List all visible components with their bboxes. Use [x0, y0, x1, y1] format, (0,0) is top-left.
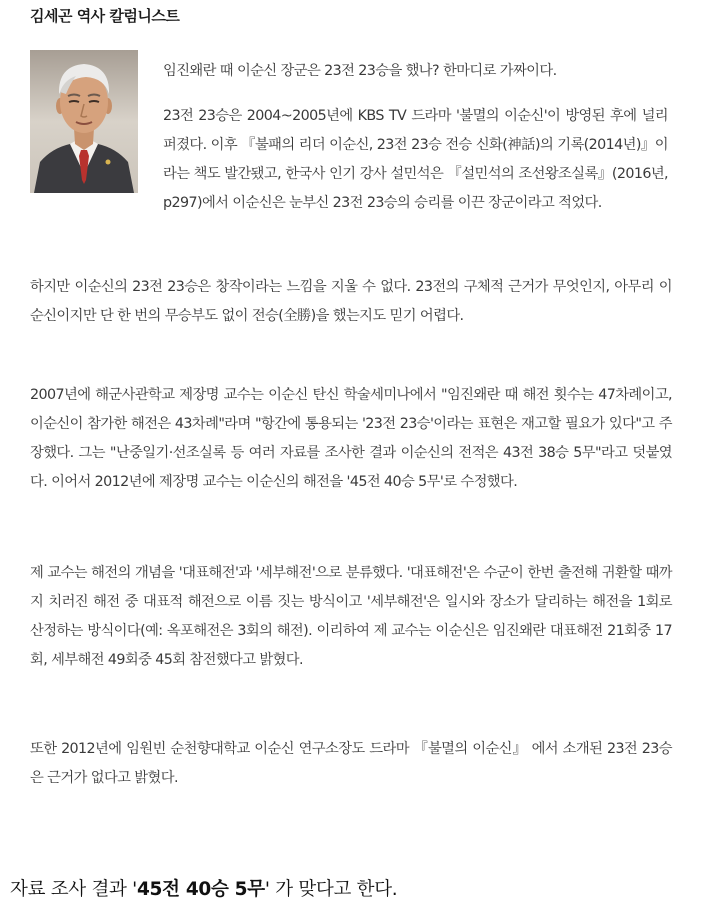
- conclusion-prefix: 자료 조사 결과 ': [10, 879, 137, 900]
- author-portrait: [30, 50, 138, 193]
- paragraph-classification: 제 교수는 해전의 개념을 '대표해전'과 '세부해전'으로 분류했다. '대표해전'은 수군이 한번 출전해 귀환할 때까지 치러진 해전 중 대표적 해전으로 이름 짓는 방식이고 '세부해전'은 일시와 장소가 달리하는 해전을 1회로 산정하는 방식이다(예: 옥포해전은 3회의 해전). 이리하여 제 교수는 이순신은 임진왜란 대표해전 21회중 17회, 세부해전 49회중 45회 참전했다고 밝혔다.: [30, 565, 672, 668]
- paragraph-research: 2007년에 해군사관학교 제장명 교수는 이순신 탄신 학술세미나에서 "임진왜란 때 해전 횟수는 47차례이고, 이순신이 참가한 해전은 43차례"라며 "항간에 통용되는 '23전 23승'이라는 표현은 재고할 필요가 있다"고 주장했다. 그는 "난중일기·선조실록 등 여러 자료를 조사한 결과 이순신의 전적은 43전 38승 5무"라고 덧붙였다. 이어서 2012년에 제장명 교수는 이순신의 해전을 '45전 40승 5무'로 수정했다.: [30, 387, 672, 490]
- paragraph-intro: 임진왜란 때 이순신 장군은 23전 23승을 했나? 한마디로 가짜이다.: [163, 63, 557, 79]
- author-byline: 김세곤 역사 칼럼니스트: [30, 7, 180, 25]
- paragraph-doubt: 하지만 이순신의 23전 23승은 창작이라는 느낌을 지울 수 없다. 23전의 구체적 근거가 무엇인지, 아무리 이순신이지만 단 한 번의 무승부도 없이 전승(全勝)을 했는지도 믿기 어렵다.: [30, 279, 672, 324]
- conclusion-suffix: ' 가 맞다고 한다.: [264, 879, 398, 900]
- paragraph-drama-origin: 23전 23승은 2004~2005년에 KBS TV 드라마 '불멸의 이순신'이 방영된 후에 널리 퍼졌다. 이후 『불패의 리더 이순신, 23전 23승 전승 신화(神話)의 기록(2014년)』이라는 책도 발간됐고, 한국사 인기 강사 설민석은 『설민석의 조선왕조실록』(2016년, p297)에서 이순신은 눈부신 23전 23승의 승리를 이끈 장군이라고 적었다.: [163, 108, 668, 211]
- conclusion-highlight: 45전 40승 5무: [136, 879, 265, 900]
- paragraph-rebuttal: 또한 2012년에 임원빈 순천향대학교 이순신 연구소장도 드라마 『불멸의 이순신』 에서 소개된 23전 23승은 근거가 없다고 밝혔다.: [30, 741, 672, 786]
- conclusion-caption: [10, 875, 397, 901]
- portrait-illustration: [30, 50, 138, 193]
